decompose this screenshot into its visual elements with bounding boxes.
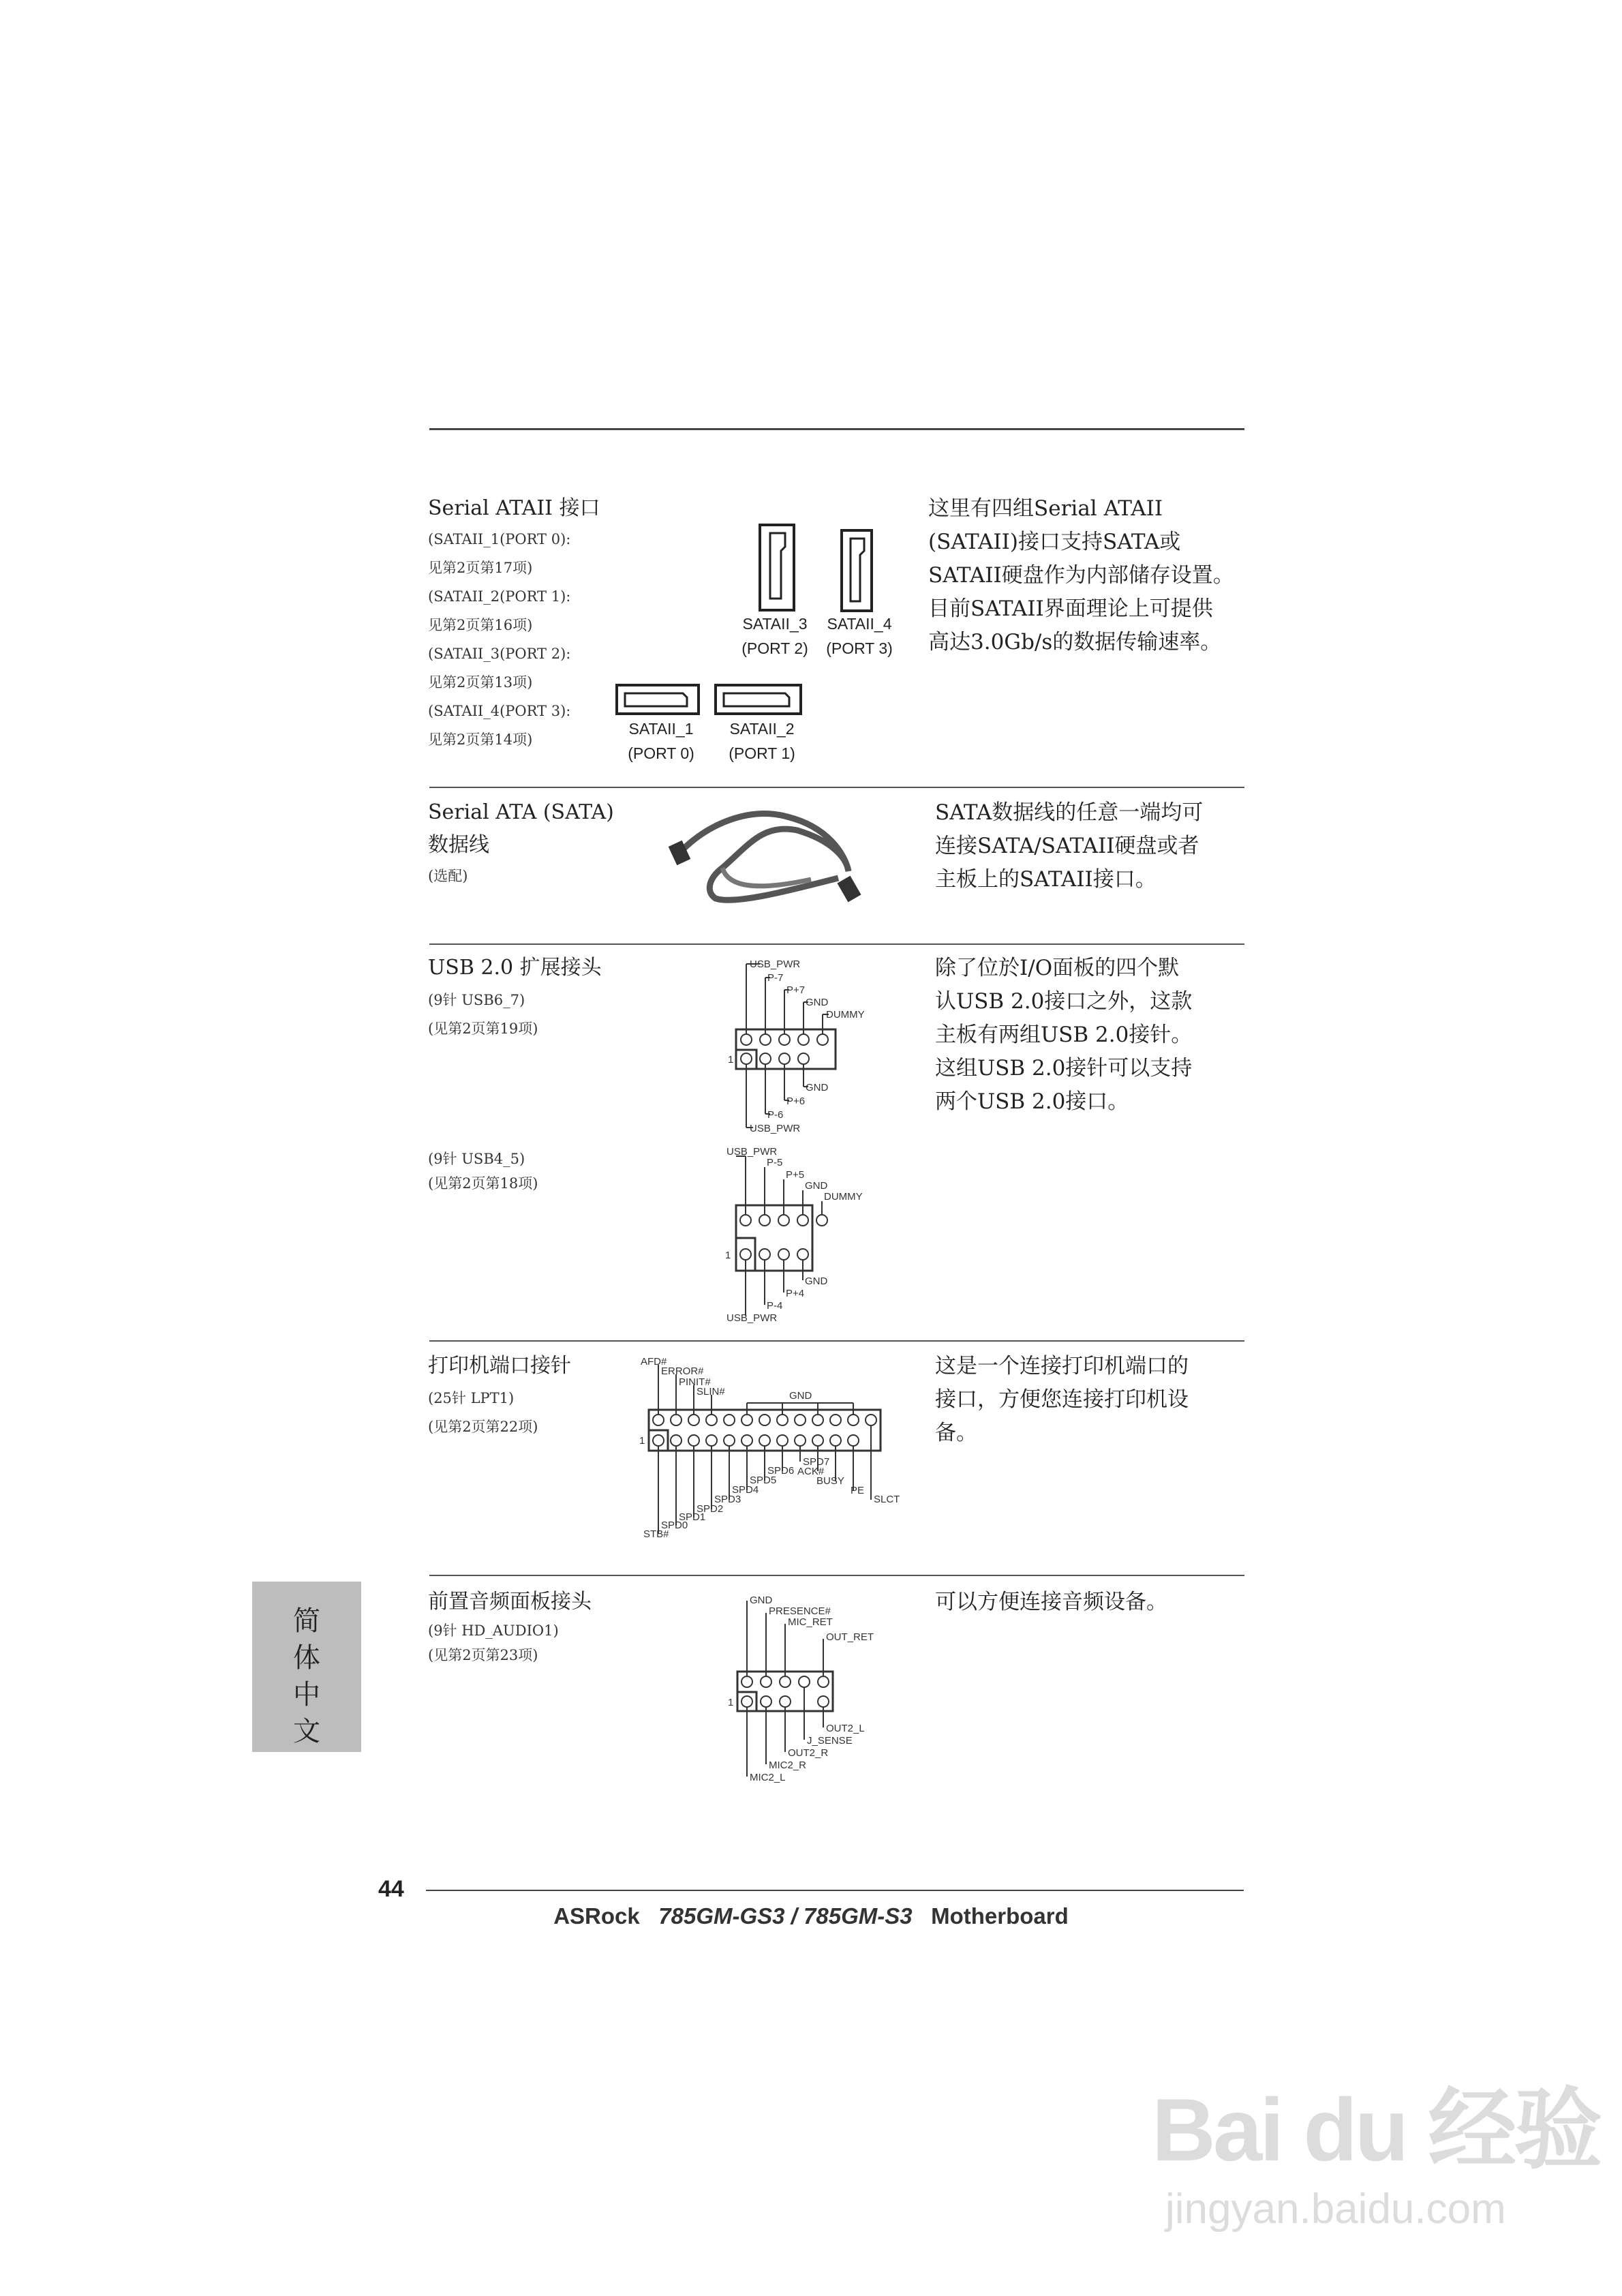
- pin-label: AFD#: [641, 1356, 667, 1368]
- audio-description: [935, 1586, 1167, 1619]
- description-line: 接口，方便您连接打印机设: [935, 1387, 1189, 1412]
- usb-description: [935, 952, 1192, 1119]
- usb-group2-details: [428, 1147, 538, 1196]
- language-side-tab: [252, 1582, 361, 1752]
- pin-label: SPD3: [714, 1494, 741, 1505]
- usb-detail-line: (9针 USB6_7): [428, 992, 525, 1008]
- description-line: SATAII硬盘作为内部储存设置。: [928, 563, 1234, 588]
- description-line: 这是一个连接打印机端口的: [935, 1354, 1189, 1378]
- audio-title: 前置音频面板接头: [428, 1590, 592, 1614]
- pin-label: GND: [806, 997, 829, 1008]
- section-divider: [429, 1340, 1244, 1342]
- description-line: 目前SATAII界面理论上可提供: [928, 596, 1213, 621]
- pin-label: SLIN#: [697, 1386, 725, 1398]
- pin-label: GND: [806, 1082, 829, 1093]
- pin-label: SLCT: [874, 1494, 900, 1505]
- pin-label: GND: [750, 1595, 773, 1606]
- pin-label: MIC2_L: [750, 1772, 786, 1783]
- top-rule: [429, 428, 1244, 430]
- pin-label: SPD7: [803, 1456, 830, 1468]
- pin1-marker: 1: [728, 1054, 734, 1066]
- pin1-marker: 1: [728, 1697, 734, 1708]
- printer-title: 打印机端口接针: [428, 1354, 571, 1378]
- printer-detail-line: (25针 LPT1): [428, 1390, 515, 1406]
- pin-label: P+6: [786, 1096, 806, 1107]
- sata1-label: SATAII_1: [628, 720, 694, 738]
- pin-label: USB_PWR: [726, 1147, 778, 1158]
- description-line: 两个USB 2.0接口。: [935, 1089, 1129, 1114]
- footer-text: [0, 1903, 1622, 1929]
- sata2-port-shape: [716, 685, 801, 714]
- footer-brand: ASRock: [553, 1903, 640, 1929]
- watermark-url: jingyan.baidu.com: [1165, 2186, 1506, 2233]
- sata-details: [428, 525, 570, 754]
- sata3-port-label: (PORT 2): [741, 639, 808, 657]
- side-tab-char: 简: [293, 1605, 320, 1637]
- pin-label: SPD6: [767, 1465, 795, 1477]
- pin-label: MIC2_R: [769, 1759, 807, 1771]
- sata4-port-shape: [842, 530, 872, 611]
- sata-cable-note: (选配): [428, 868, 468, 884]
- pin-label: P+7: [786, 984, 806, 996]
- pin-label: USB_PWR: [750, 958, 801, 970]
- sata-detail-line: (SATAII_3(PORT 2):: [428, 646, 571, 662]
- sata4-label: SATAII_4: [827, 615, 892, 633]
- description-line: 高达3.0Gb/s的数据传输速率。: [928, 630, 1222, 654]
- description-line: 可以方便连接音频设备。: [935, 1590, 1167, 1614]
- pin-label: SPD4: [732, 1484, 759, 1496]
- sata1-port-label: (PORT 0): [628, 744, 694, 762]
- sata-cable-title-line: 数据线: [428, 833, 489, 857]
- description-line: 这里有四组Serial ATAII: [928, 496, 1163, 521]
- section-divider: [429, 943, 1244, 945]
- printer-details: [428, 1384, 538, 1441]
- audio-detail-line: (9针 HD_AUDIO1): [428, 1622, 559, 1639]
- pin-label: P+5: [786, 1169, 805, 1181]
- usb67-pin-diagram: [722, 956, 900, 1134]
- sata-detail-line: (SATAII_2(PORT 1):: [428, 588, 571, 605]
- audio-pin-diagram: [722, 1591, 900, 1789]
- pin-label: J_SENSE: [807, 1735, 853, 1747]
- side-tab-char: 文: [293, 1716, 320, 1747]
- footer-rule: [426, 1890, 1244, 1891]
- description-line: 除了位於I/O面板的四个默: [935, 956, 1180, 980]
- footer-model: 785GM-GS3 / 785GM-S3: [658, 1903, 913, 1929]
- sata-detail-line: 见第2页第14项): [428, 731, 533, 748]
- pin-label: OUT_RET: [826, 1631, 874, 1643]
- sata3-port-shape: [760, 525, 794, 610]
- pin-label: P-5: [767, 1157, 783, 1168]
- sata-detail-line: (SATAII_4(PORT 3):: [428, 703, 571, 719]
- description-line: 备。: [935, 1421, 977, 1445]
- pin1-marker: 1: [639, 1435, 645, 1447]
- pin-label: ACK#: [797, 1466, 825, 1477]
- description-line: 连接SATA/SATAII硬盘或者: [935, 834, 1199, 858]
- pin-label: SPD0: [661, 1520, 688, 1531]
- usb-group1-details: [428, 986, 538, 1043]
- lpt-pin-diagram: [634, 1355, 906, 1546]
- pin-label: MIC_RET: [788, 1616, 833, 1628]
- pin-label: DUMMY: [826, 1009, 865, 1021]
- sata-cable-title-line: Serial ATA (SATA): [428, 800, 614, 824]
- usb45-pin-diagram: [716, 1147, 893, 1325]
- pin-label: ERROR#: [661, 1365, 704, 1377]
- sata2-label: SATAII_2: [729, 720, 795, 738]
- pin-label: P-4: [767, 1300, 783, 1312]
- sata-cable-title: [428, 796, 614, 890]
- usb-title: USB 2.0 扩展接头: [428, 956, 602, 980]
- pin-label: PINIT#: [679, 1376, 711, 1388]
- pin-label: P-6: [767, 1109, 784, 1121]
- sata-cable-description: [935, 796, 1203, 896]
- pin-label: OUT2_R: [788, 1747, 829, 1759]
- sata1-port-shape: [617, 685, 699, 714]
- section-divider: [429, 787, 1244, 788]
- sata-detail-line: (SATAII_1(PORT 0):: [428, 531, 571, 547]
- pin-label: SPD5: [750, 1475, 777, 1486]
- description-line: 主板有两组USB 2.0接针。: [935, 1023, 1193, 1047]
- usb-detail-line: (见第2页第19项): [428, 1021, 538, 1037]
- pin-label: DUMMY: [824, 1191, 863, 1203]
- footer-suffix: Motherboard: [931, 1903, 1069, 1929]
- pin-label: OUT2_L: [826, 1723, 865, 1734]
- pin-label: USB_PWR: [726, 1312, 778, 1324]
- side-tab-char: 中: [293, 1679, 320, 1710]
- sata4-port-label: (PORT 3): [826, 639, 893, 657]
- pin-label: P-7: [767, 972, 784, 984]
- pin-label: P+4: [786, 1288, 805, 1299]
- description-line: SATA数据线的任意一端均可: [935, 800, 1204, 825]
- pin-label: GND: [789, 1390, 812, 1402]
- audio-detail-line: (见第2页第23项): [428, 1647, 538, 1663]
- usb-detail-line: (9针 USB4_5): [428, 1151, 525, 1167]
- description-line: 认USB 2.0接口之外，这款: [935, 989, 1193, 1014]
- sata-cable-image: [668, 803, 893, 919]
- description-line: 这组USB 2.0接针可以支持: [935, 1056, 1193, 1081]
- side-tab-char: 体: [293, 1642, 320, 1674]
- sata-detail-line: 见第2页第16项): [428, 617, 533, 633]
- page-number: 44: [378, 1876, 404, 1902]
- pin-label: GND: [805, 1180, 828, 1192]
- description-line: (SATAII)接口支持SATA或: [928, 530, 1181, 554]
- pin-label: BUSY: [816, 1475, 844, 1487]
- sata2-port-label: (PORT 1): [729, 744, 795, 762]
- audio-details: [428, 1618, 559, 1667]
- pin1-marker: 1: [725, 1250, 731, 1261]
- printer-description: [935, 1350, 1189, 1450]
- pin-label: PRESENCE#: [769, 1605, 831, 1617]
- description-line: 主板上的SATAII接口。: [935, 867, 1157, 892]
- watermark-logo: Bai du 经验: [1152, 2080, 1600, 2179]
- printer-detail-line: (见第2页第22项): [428, 1419, 538, 1435]
- pin-label: USB_PWR: [750, 1123, 801, 1134]
- pin-label: GND: [805, 1275, 828, 1287]
- sata-description: [928, 492, 1234, 659]
- sata-detail-line: 见第2页第13项): [428, 674, 533, 691]
- sata-title: Serial ATAII 接口: [428, 496, 600, 520]
- pin-label: STB#: [643, 1528, 669, 1540]
- pin-label: SPD1: [679, 1511, 706, 1523]
- pin-label: PE: [851, 1485, 865, 1496]
- pin-label: SPD2: [697, 1503, 724, 1515]
- sata-detail-line: 见第2页第17项): [428, 560, 533, 576]
- sata3-label: SATAII_3: [742, 615, 808, 633]
- usb-detail-line: (见第2页第18项): [428, 1175, 538, 1192]
- section-divider: [429, 1575, 1244, 1576]
